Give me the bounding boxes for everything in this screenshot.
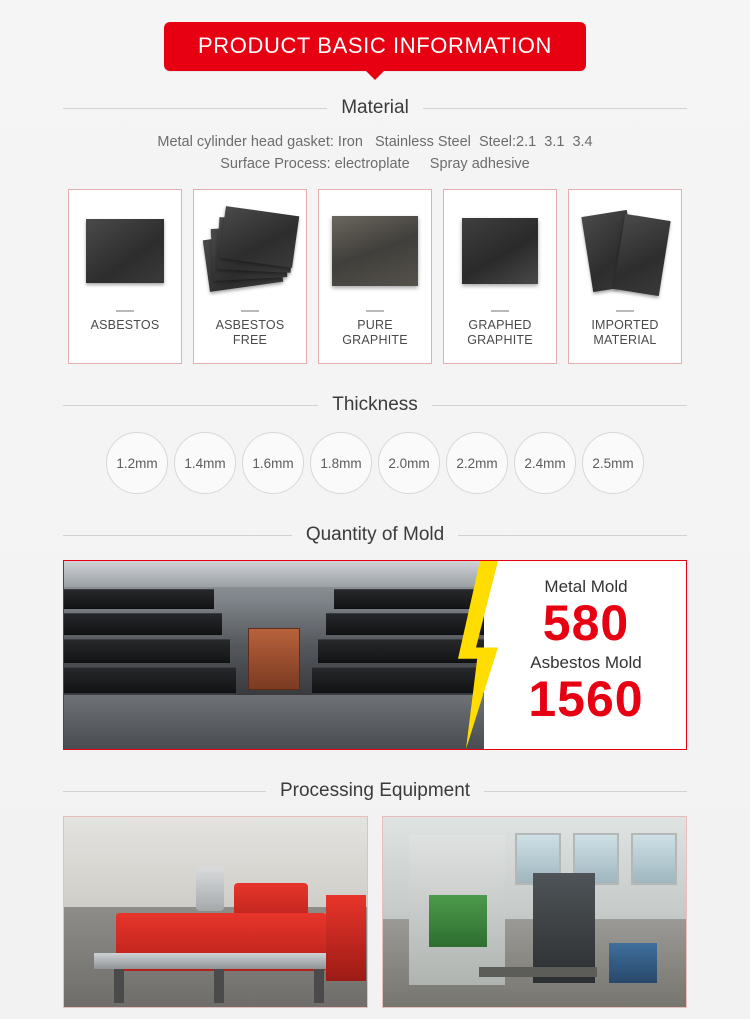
material-card-caption: GRAPHED GRAPHITE	[467, 318, 533, 347]
shelf-row	[64, 667, 236, 693]
divider	[366, 310, 384, 312]
quantity-section	[0, 524, 750, 750]
divider	[241, 310, 259, 312]
machine-leg	[214, 969, 224, 1003]
sheet-pair	[579, 207, 671, 295]
thickness-heading-text: Thickness	[332, 394, 418, 415]
quantity-panel	[63, 560, 687, 750]
laser-cutting-machine-photo	[63, 816, 368, 1008]
divider	[491, 310, 509, 312]
gasket-sheet-shape	[86, 219, 164, 283]
gasket-sheet-shape	[219, 206, 300, 268]
material-spec-line-1: Metal cylinder head gasket: Iron Stainless Steel Steel:2.1 3.1 3.4	[157, 134, 593, 150]
work-bench	[479, 967, 597, 977]
rule-left	[63, 108, 327, 109]
machine-tank	[196, 867, 224, 911]
metal-mold-value: 580	[542, 595, 630, 651]
processing-photo-list	[0, 816, 750, 1008]
shelf-row	[318, 639, 484, 663]
warehouse-photo	[64, 561, 484, 749]
material-heading-text: Material	[341, 97, 409, 118]
thickness-option[interactable]: 2.2mm	[446, 432, 508, 494]
thickness-option[interactable]: 2.4mm	[514, 432, 576, 494]
warehouse-floor	[64, 695, 484, 749]
material-card-caption: IMPORTED MATERIAL	[591, 318, 659, 347]
divider	[116, 310, 134, 312]
thickness-option[interactable]: 1.8mm	[310, 432, 372, 494]
material-card[interactable]	[318, 189, 432, 364]
rule-left	[63, 791, 266, 792]
shelf-row	[64, 589, 214, 609]
shelf-row	[334, 589, 484, 609]
quantity-heading	[63, 524, 687, 546]
material-card-caption: ASBESTOS	[90, 318, 160, 332]
sheet-stack	[204, 209, 296, 293]
thickness-option[interactable]: 2.0mm	[378, 432, 440, 494]
asbestos-mold-value: 1560	[528, 671, 644, 727]
press-motor	[429, 895, 487, 947]
machine-cabinet	[326, 895, 366, 981]
warehouse-door	[248, 628, 300, 690]
thickness-option[interactable]: 1.6mm	[242, 432, 304, 494]
material-card[interactable]	[193, 189, 307, 364]
warehouse-ceiling	[64, 561, 484, 587]
window	[631, 833, 677, 885]
material-card[interactable]	[68, 189, 182, 364]
graphed-graphite-image	[444, 190, 556, 308]
punch-press-photo	[382, 816, 687, 1008]
divider	[616, 310, 634, 312]
material-section	[0, 97, 750, 364]
thickness-option[interactable]: 1.2mm	[106, 432, 168, 494]
shelf-row	[64, 639, 230, 663]
rule-left	[63, 405, 318, 406]
processing-section	[0, 780, 750, 1008]
graphite-sheet-shape	[332, 216, 418, 286]
shelf-row	[326, 613, 484, 635]
rule-left	[63, 535, 292, 536]
material-card[interactable]	[568, 189, 682, 364]
thickness-option[interactable]: 1.4mm	[174, 432, 236, 494]
asbestos-sheet-image	[69, 190, 181, 308]
thickness-heading	[63, 394, 687, 416]
thickness-option[interactable]: 2.5mm	[582, 432, 644, 494]
metal-mold-label: Metal Mold	[544, 577, 628, 596]
equipment-crate	[609, 943, 657, 983]
machine-leg	[314, 969, 324, 1003]
material-spec-lines	[0, 131, 750, 175]
thickness-section	[0, 394, 750, 494]
shelf-row	[64, 613, 222, 635]
mold-count-panel	[484, 561, 686, 749]
asbestos-mold-label: Asbestos Mold	[530, 653, 642, 672]
material-card-caption: PURE GRAPHITE	[342, 318, 408, 347]
material-card[interactable]	[443, 189, 557, 364]
material-spec-line-2: Surface Process: electroplate Spray adhesive	[220, 156, 530, 172]
graphite-sheet-shape	[462, 218, 538, 284]
processing-heading-text: Processing Equipment	[279, 780, 471, 801]
imported-material-image	[569, 190, 681, 308]
pure-graphite-image	[319, 190, 431, 308]
rule-right	[484, 791, 687, 792]
quantity-heading-text: Quantity of Mold	[305, 524, 445, 545]
rule-right	[423, 108, 687, 109]
page-title: PRODUCT BASIC INFORMATION	[164, 22, 586, 71]
processing-heading	[63, 780, 687, 802]
machine-leg	[114, 969, 124, 1003]
shelf-row	[312, 667, 484, 693]
material-card-list	[0, 189, 750, 364]
asbestos-free-sheets-image	[194, 190, 306, 308]
machine-rail	[94, 953, 346, 969]
banner-container	[0, 0, 750, 71]
rule-right	[458, 535, 687, 536]
thickness-option-list	[0, 432, 750, 494]
rule-right	[432, 405, 687, 406]
material-heading	[63, 97, 687, 119]
material-card-caption: ASBESTOS FREE	[215, 318, 285, 347]
